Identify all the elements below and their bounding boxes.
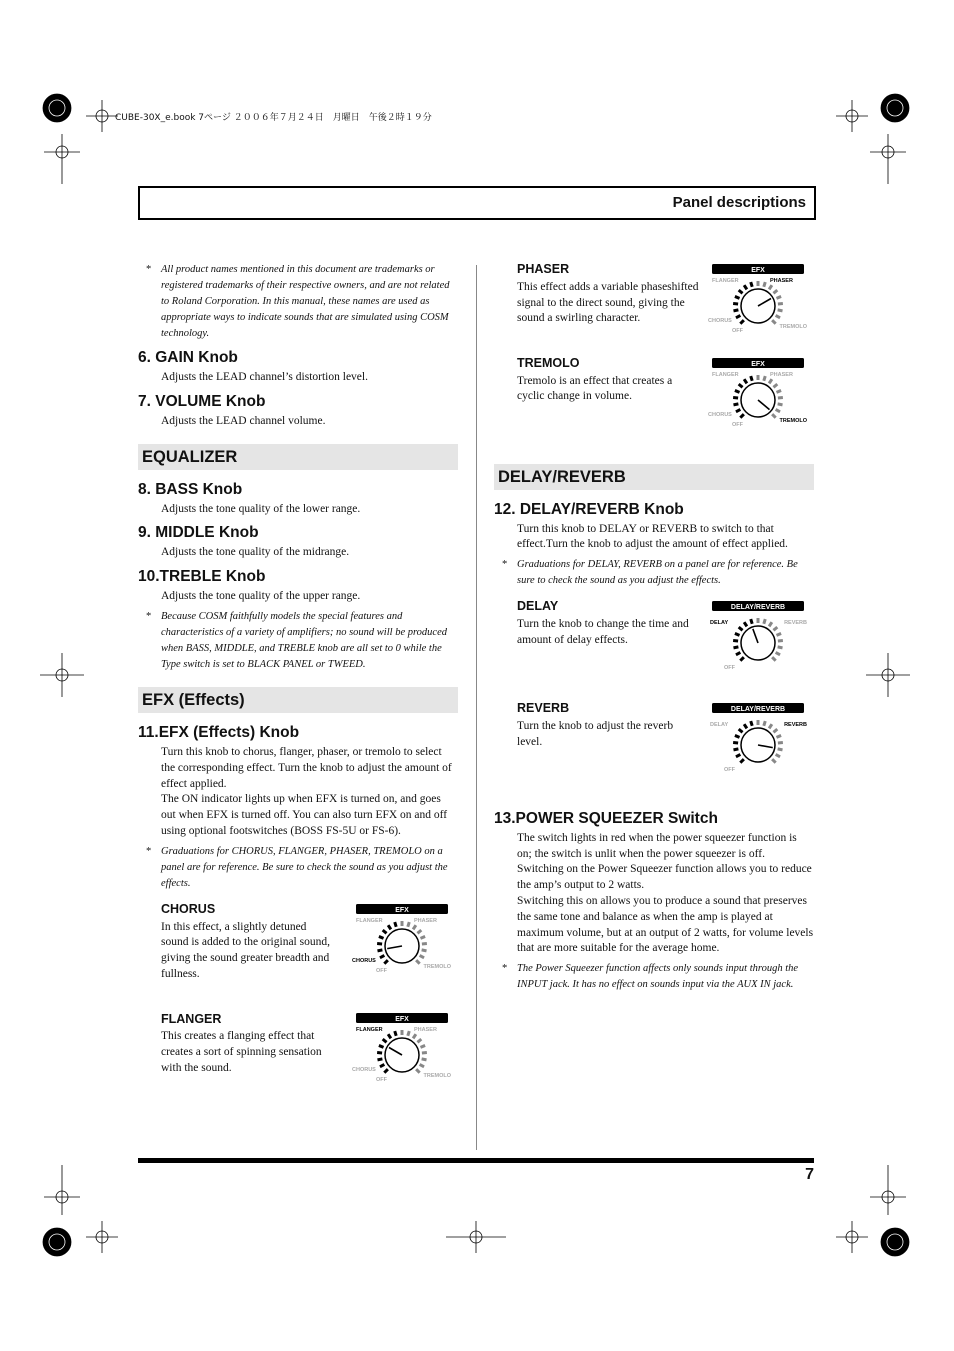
knob-tick <box>740 657 744 661</box>
knob-tick <box>417 930 421 933</box>
efx-note: * Graduations for CHORUS, FLANGER, PHASER, TREMOLO on a panel are for reference. Be sure to check the sound as you adjust the effects. <box>138 844 458 892</box>
knob-tick <box>383 1039 387 1042</box>
gain-knob-body: Adjusts the LEAD channel’s distortion level. <box>161 371 368 383</box>
knob-tick <box>739 627 743 630</box>
middle-knob-body: Adjusts the tone quality of the midrange. <box>161 546 350 559</box>
volume-knob-heading: 7. VOLUME Knob <box>138 392 266 410</box>
delay-body: Turn the knob to change the time and amount of delay effects. <box>517 617 689 646</box>
print-header: CUBE-30X_e.book 7ページ ２００６年７月２４日 月曜日 午後２時１９分 <box>115 113 432 123</box>
knob-header-label: EFX <box>395 906 409 914</box>
tremolo-body: Tremolo is an effect that creates a cyclic change in volume. <box>517 374 673 403</box>
knob-tick <box>413 1035 416 1039</box>
knob-label-phaser: PHASER <box>414 917 437 924</box>
knob-tick <box>416 960 420 964</box>
footer-rule <box>138 1158 814 1163</box>
trademark-note: * All product names mentioned in this document are trademarks or registered trademarks of their respective owners, and are not related to Roland Corporation. In this manual, these names are used as appropriate ways to indicate sounds that are simulated using COSM technology. <box>138 262 458 342</box>
column-divider <box>476 265 477 1150</box>
knob-tick <box>422 1059 427 1060</box>
knob-label-flanger: FLANGER <box>712 277 739 284</box>
knob-tick <box>739 290 743 293</box>
knob-label-off: OFF <box>724 664 735 671</box>
knob-label-phaser: PHASER <box>770 277 793 284</box>
power-squeezer-body-2: Switching on the Power Squeezer function allows you to reduce the amp’s output to 2 watts. <box>517 863 812 892</box>
knob-label-delay: DELAY <box>710 619 729 626</box>
knob-label-off: OFF <box>732 421 743 428</box>
reverb-block <box>494 705 814 795</box>
knob-tick <box>408 1031 409 1036</box>
knob-tick <box>733 310 738 311</box>
knob-tick <box>776 735 781 737</box>
knob-tick <box>769 622 772 626</box>
efx-knob-tremolo-diagram <box>708 356 808 428</box>
knob-header-label: EFX <box>751 266 765 274</box>
treble-knob-heading: 10.TREBLE Knob <box>138 568 266 586</box>
knob-tick <box>388 1035 391 1039</box>
knob-tick <box>739 729 743 732</box>
knob-tick <box>736 409 740 411</box>
tremolo-block <box>494 360 814 450</box>
efx-knob-body-1: Turn this knob to chorus, flanger, phaser, or tremolo to select the corresponding effect. Turn the knob to adjust the amount of effect applied. <box>161 745 452 790</box>
knob-tick <box>769 724 772 728</box>
equalizer-section: EQUALIZER <box>138 444 458 470</box>
knob-tick <box>733 647 738 648</box>
knob-label-off: OFF <box>376 967 387 974</box>
knob-tick <box>380 1065 384 1067</box>
knob-label-delay: DELAY <box>710 721 729 728</box>
knob-tick <box>384 1070 388 1074</box>
bass-knob-body: Adjusts the tone quality of the lower range. <box>161 502 361 515</box>
knob-tick <box>744 724 747 728</box>
knob-tick <box>772 320 776 324</box>
knob-tick <box>773 627 777 630</box>
knob-tick <box>388 925 391 929</box>
efx-knob-flanger-diagram <box>352 1011 452 1083</box>
knob-tick <box>422 949 427 950</box>
gain-knob-heading: 6. GAIN Knob <box>138 349 238 366</box>
knob-label-off: OFF <box>376 1077 387 1084</box>
knob-tick <box>778 647 783 648</box>
flanger-body: This creates a flanging effect that creates a sort of spinning sensation with the sound. <box>161 1030 322 1074</box>
knob-header-label: EFX <box>751 360 765 368</box>
efx-knob-heading: 11.EFX (Effects) Knob <box>138 723 300 741</box>
treble-knob-body: Adjusts the tone quality of the upper range. <box>161 590 361 603</box>
knob-tick <box>776 754 780 756</box>
efx-knob-body-2: The ON indicator lights up when EFX is turned on, and goes out when EFX is turned off. You can also turn EFX on and off using optional footswitches (BOSS FS-5U or FS-6). <box>161 793 448 837</box>
knob-label-tremolo: TREMOLO <box>779 417 807 424</box>
knob-tick <box>772 657 776 661</box>
knob-tick <box>735 735 740 737</box>
knob-tick <box>383 930 387 933</box>
knob-tick <box>751 282 752 287</box>
knob-label-chorus: CHORUS <box>352 957 376 964</box>
knob-tick <box>420 1046 425 1048</box>
knob-header-label: DELAY/REVERB <box>730 603 786 611</box>
efx-knob-chorus-diagram <box>352 902 452 974</box>
phaser-block <box>494 266 814 346</box>
header-box <box>138 186 816 220</box>
knob-tick <box>736 652 740 654</box>
knob-label-tremolo: TREMOLO <box>779 323 807 330</box>
knob-label-off: OFF <box>732 327 743 334</box>
knob-tick <box>778 749 783 750</box>
knob-label-reverb: REVERB <box>784 619 807 626</box>
reverb-heading: REVERB <box>517 700 570 715</box>
flanger-block <box>138 1016 458 1109</box>
knob-label-reverb: REVERB <box>784 721 807 728</box>
knob-tick <box>420 1065 424 1067</box>
knob-tick <box>395 922 396 927</box>
power-squeezer-body-1: The switch lights in red when the power squeezer function is on; the switch is unlit when the power squeezer is off. <box>517 831 797 860</box>
delay-reverb-knob-delay-diagram <box>708 599 808 671</box>
efx-knob-phaser-diagram <box>708 262 808 334</box>
knob-header-label: DELAY/REVERB <box>730 705 786 713</box>
knob-tick <box>773 729 777 732</box>
reverb-body: Turn the knob to adjust the reverb level. <box>517 719 674 748</box>
knob-tick <box>744 379 747 383</box>
knob-tick <box>751 721 752 726</box>
knob-tick <box>776 390 781 392</box>
knob-label-flanger: FLANGER <box>356 1027 383 1034</box>
knob-label-chorus: CHORUS <box>708 317 732 324</box>
knob-tick <box>773 290 777 293</box>
flanger-heading: FLANGER <box>161 1011 222 1026</box>
knob-tick <box>751 376 752 381</box>
knob-tick <box>377 949 382 950</box>
delay-reverb-section: DELAY/REVERB <box>494 464 814 490</box>
knob-tick <box>778 403 783 404</box>
knob-label-tremolo: TREMOLO <box>423 1073 451 1080</box>
knob-tick <box>776 296 781 298</box>
knob-label-chorus: CHORUS <box>352 1067 376 1074</box>
efx-section: EFX (Effects) <box>138 687 458 713</box>
knob-tick <box>736 754 740 756</box>
power-squeezer-note: * The Power Squeezer function affects only sounds input through the INPUT jack. It has no effect on sounds input via the AUX IN jack. <box>494 961 814 993</box>
knob-tick <box>764 376 765 381</box>
knob-tick <box>776 315 780 317</box>
knob-label-flanger: FLANGER <box>356 917 383 924</box>
knob-tick <box>408 922 409 927</box>
knob-tick <box>735 296 740 298</box>
knob-tick <box>420 936 425 938</box>
knob-tick <box>772 759 776 763</box>
knob-label-phaser: PHASER <box>414 1027 437 1034</box>
knob-tick <box>776 652 780 654</box>
phaser-heading: PHASER <box>517 262 570 276</box>
knob-tick <box>744 285 747 289</box>
knob-tick <box>769 285 772 289</box>
knob-tick <box>377 1059 382 1060</box>
left-column <box>138 262 458 1109</box>
knob-tick <box>740 414 744 418</box>
knob-tick <box>740 320 744 324</box>
chorus-body: In this effect, a slightly detuned sound is added to the original sound, giving the sound greater breadth and fullness. <box>161 920 330 980</box>
delay-reverb-knob-body: Turn this knob to DELAY or REVERB to switch to that effect.Turn the knob to adjust the amount of effect applied. <box>517 522 788 551</box>
header-title: Panel descriptions <box>672 194 806 211</box>
knob-tick <box>769 379 772 383</box>
knob-tick <box>735 390 740 392</box>
knob-tick <box>416 1070 420 1074</box>
bass-knob-heading: 8. BASS Knob <box>138 480 243 498</box>
knob-tick <box>776 409 780 411</box>
tremolo-heading: TREMOLO <box>517 355 580 370</box>
knob-tick <box>739 384 743 387</box>
knob-label-chorus: CHORUS <box>708 411 732 418</box>
knob-tick <box>420 955 424 957</box>
knob-tick <box>764 721 765 726</box>
delay-reverb-knob-heading: 12. DELAY/REVERB Knob <box>494 500 684 518</box>
knob-tick <box>751 619 752 624</box>
knob-tick <box>736 315 740 317</box>
knob-tick <box>395 1031 396 1036</box>
knob-tick <box>733 749 738 750</box>
knob-tick <box>380 955 384 957</box>
knob-tick <box>379 936 384 938</box>
knob-tick <box>744 622 747 626</box>
knob-label-off: OFF <box>724 766 735 773</box>
knob-tick <box>733 403 738 404</box>
page-number: 7 <box>805 1166 814 1183</box>
knob-tick <box>379 1046 384 1048</box>
knob-tick <box>772 414 776 418</box>
knob-label-phaser: PHASER <box>770 371 793 378</box>
knob-tick <box>384 960 388 964</box>
right-column <box>494 262 814 997</box>
cosm-note: * Because COSM faithfully models the special features and characteristics of a variety of amplifiers; no sound will be produced when BASS, MIDDLE, and TREBLE knob are all set to 0 while the Type switch is set to BLACK PANEL or TWEED. <box>138 609 458 673</box>
knob-tick <box>417 1039 421 1042</box>
knob-tick <box>764 282 765 287</box>
delay-note: * Graduations for DELAY, REVERB on a panel are for reference. Be sure to check the sound as you adjust the effects. <box>494 557 814 589</box>
knob-tick <box>735 633 740 635</box>
chorus-block <box>138 906 458 1002</box>
delay-heading: DELAY <box>517 599 559 614</box>
knob-tick <box>773 384 777 387</box>
delay-block <box>494 603 814 691</box>
knob-tick <box>778 310 783 311</box>
chorus-heading: CHORUS <box>161 901 216 916</box>
phaser-body: This effect adds a variable phaseshifted signal to the direct sound, giving the sound a swirling character. <box>517 280 699 325</box>
knob-header-label: EFX <box>395 1016 409 1024</box>
knob-label-flanger: FLANGER <box>712 371 739 378</box>
knob-tick <box>776 633 781 635</box>
knob-tick <box>764 619 765 624</box>
knob-tick <box>413 925 416 929</box>
power-squeezer-body-3: Switching this on allows you to produce a sound that preserves the same tone and balance as when the amp is played at maximum volume, but at an output of 2 watts, for volume levels that are more suitable for the average home. <box>517 894 814 955</box>
delay-reverb-knob-reverb-diagram <box>708 701 808 773</box>
power-squeezer-heading: 13.POWER SQUEEZER Switch <box>494 809 718 827</box>
volume-knob-body: Adjusts the LEAD channel volume. <box>161 414 326 427</box>
middle-knob-heading: 9. MIDDLE Knob <box>138 524 259 542</box>
knob-tick <box>740 759 744 763</box>
knob-label-tremolo: TREMOLO <box>423 963 451 970</box>
